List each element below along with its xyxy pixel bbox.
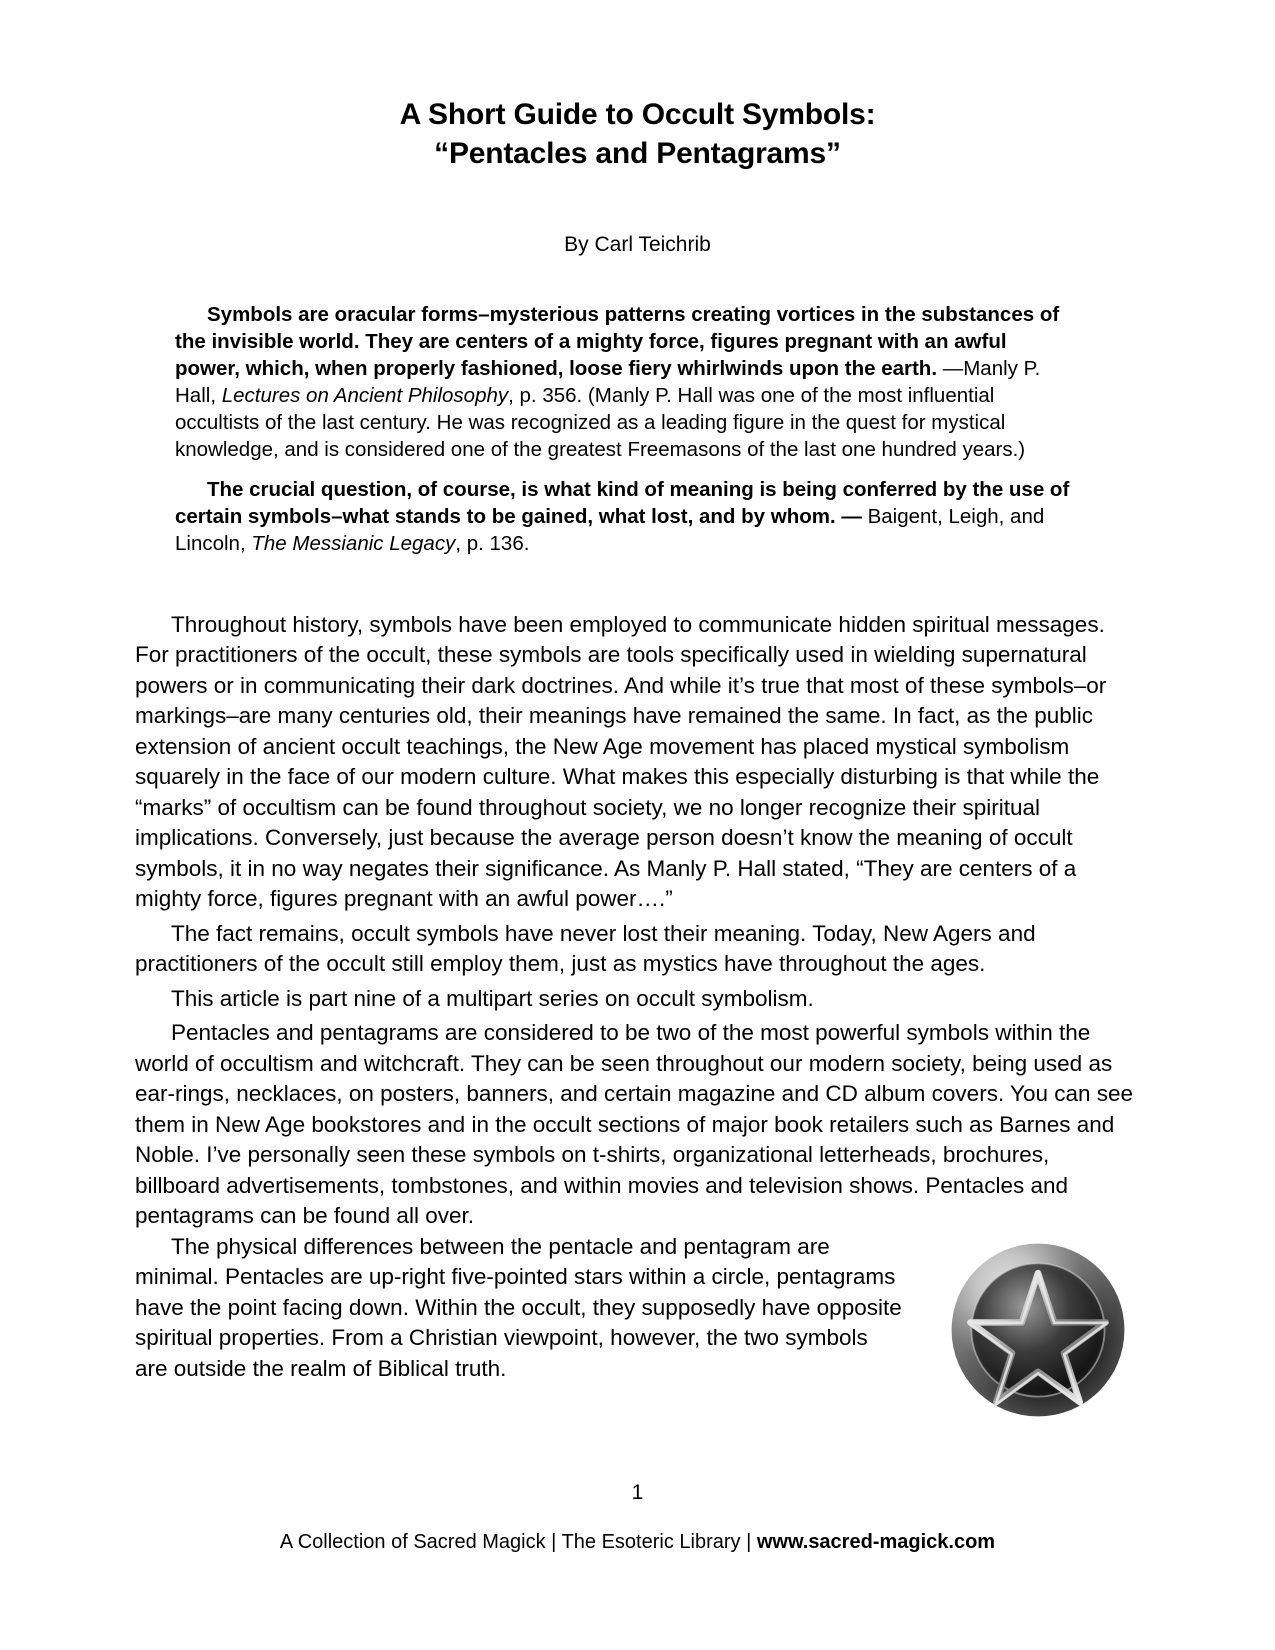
- pentacle-illustration: [930, 1240, 1140, 1425]
- footer: [0, 1531, 1275, 1554]
- quote-2-attr-post: , p. 136.: [455, 532, 530, 556]
- footer-site: www.sacred-magick.com: [756, 1531, 996, 1553]
- quote-block: [175, 302, 1075, 558]
- body-paragraph-5-wrapper: [135, 1232, 1140, 1384]
- quote-2-attr-pre: Baigent, Leigh, and Lincoln,: [175, 505, 1045, 556]
- page-number: 1: [631, 1481, 644, 1504]
- quote-2: [175, 477, 1075, 558]
- body-text: [135, 610, 1140, 1384]
- quote-2-bold: The crucial question, of course, is what kind of meaning is being conferred by the use of certain symbols–what stands to be gained, what lost, and by whom. —: [175, 478, 1070, 529]
- pentacle-icon: [948, 1240, 1128, 1420]
- body-paragraph-2: The fact remains, occult symbols have never lost their meaning. Today, New Agers and practitioners of the occult still employ them, just as mystics have throughout the ages.: [135, 920, 1036, 977]
- byline: By Carl Teichrib: [564, 233, 711, 256]
- title-line-2: “Pentacles and Pentagrams”: [434, 137, 841, 170]
- body-paragraph-1: Throughout history, symbols have been employed to communicate hidden spiritual messages. For practitioners of the occult, these symbols are tools specifically used in wielding supernatural powers or in communicating their dark doctrines. And while it’s true that most of these symbols–or markings–are many centuries old, their meanings have remained the same. In fact, as the public extension of ancient occult teachings, the New Age movement has placed mystical symbolism squarely in the face of our modern culture. What makes this especially disturbing is that while the “marks” of occultism can be found throughout society, we no longer recognize their spiritual implications. Conversely, just because the average person doesn’t know the meaning of occult symbols, it in no way negates their significance. As Manly P. Hall stated, “They are centers of a mighty force, figures pregnant with an awful power….”: [135, 611, 1107, 912]
- footer-prefix: A Collection of Sacred Magick | The Esoteric Library |: [279, 1531, 757, 1553]
- body-paragraph-4: Pentacles and pentagrams are considered to be two of the most powerful symbols within the world of occultism and witchcraft. They can be seen throughout our modern society, being used as ear-rings, necklaces, on posters, banners, and certain magazine and CD album covers. You can see them in New Age bookstores and in the occult sections of major book retailers such as Barnes and Noble. I’ve personally seen these symbols on t-shirts, organizational letterheads, brochures, billboard advertisements, tombstones, and within movies and television shows. Pentacles and pentagrams can be found all over.: [135, 1020, 1134, 1229]
- body-paragraph-3: This article is part nine of a multipart series on occult symbolism.: [171, 985, 814, 1011]
- quote-1-attr-title: Lectures on Ancient Philosophy: [221, 383, 509, 407]
- quote-1-attr-post: , p. 356. (Manly P. Hall was one of the most influential occultists of the last century. He was recognized as a leading figure in the quest for mystical knowledge, and is considered one of the greatest Freemasons of the last one hundred years.): [175, 383, 1026, 461]
- quote-2-attr-title: The Messianic Legacy: [251, 532, 456, 556]
- quote-1-bold: Symbols are oracular forms–mysterious patterns creating vortices in the substances of the invisible world. They are centers of a mighty force, figures pregnant with an awful power, which, when properly fashioned, loose fiery whirlwinds upon the earth.: [175, 303, 1060, 380]
- title-line-1: A Short Guide to Occult Symbols:: [399, 98, 876, 131]
- page-title: [135, 95, 1140, 173]
- quote-1: [175, 302, 1075, 463]
- body-paragraph-5: The physical differences between the pentacle and pentagram are minimal. Pentacles are up-right five-pointed stars within a circle, pentagrams have the point facing down. Within the occult, they supposedly have opposite spiritual properties. From a Christian viewpoint, however, the two symbols are outside the realm of Biblical truth.: [135, 1233, 902, 1381]
- quote-1-attr-pre: —Manly P. Hall,: [175, 356, 1041, 407]
